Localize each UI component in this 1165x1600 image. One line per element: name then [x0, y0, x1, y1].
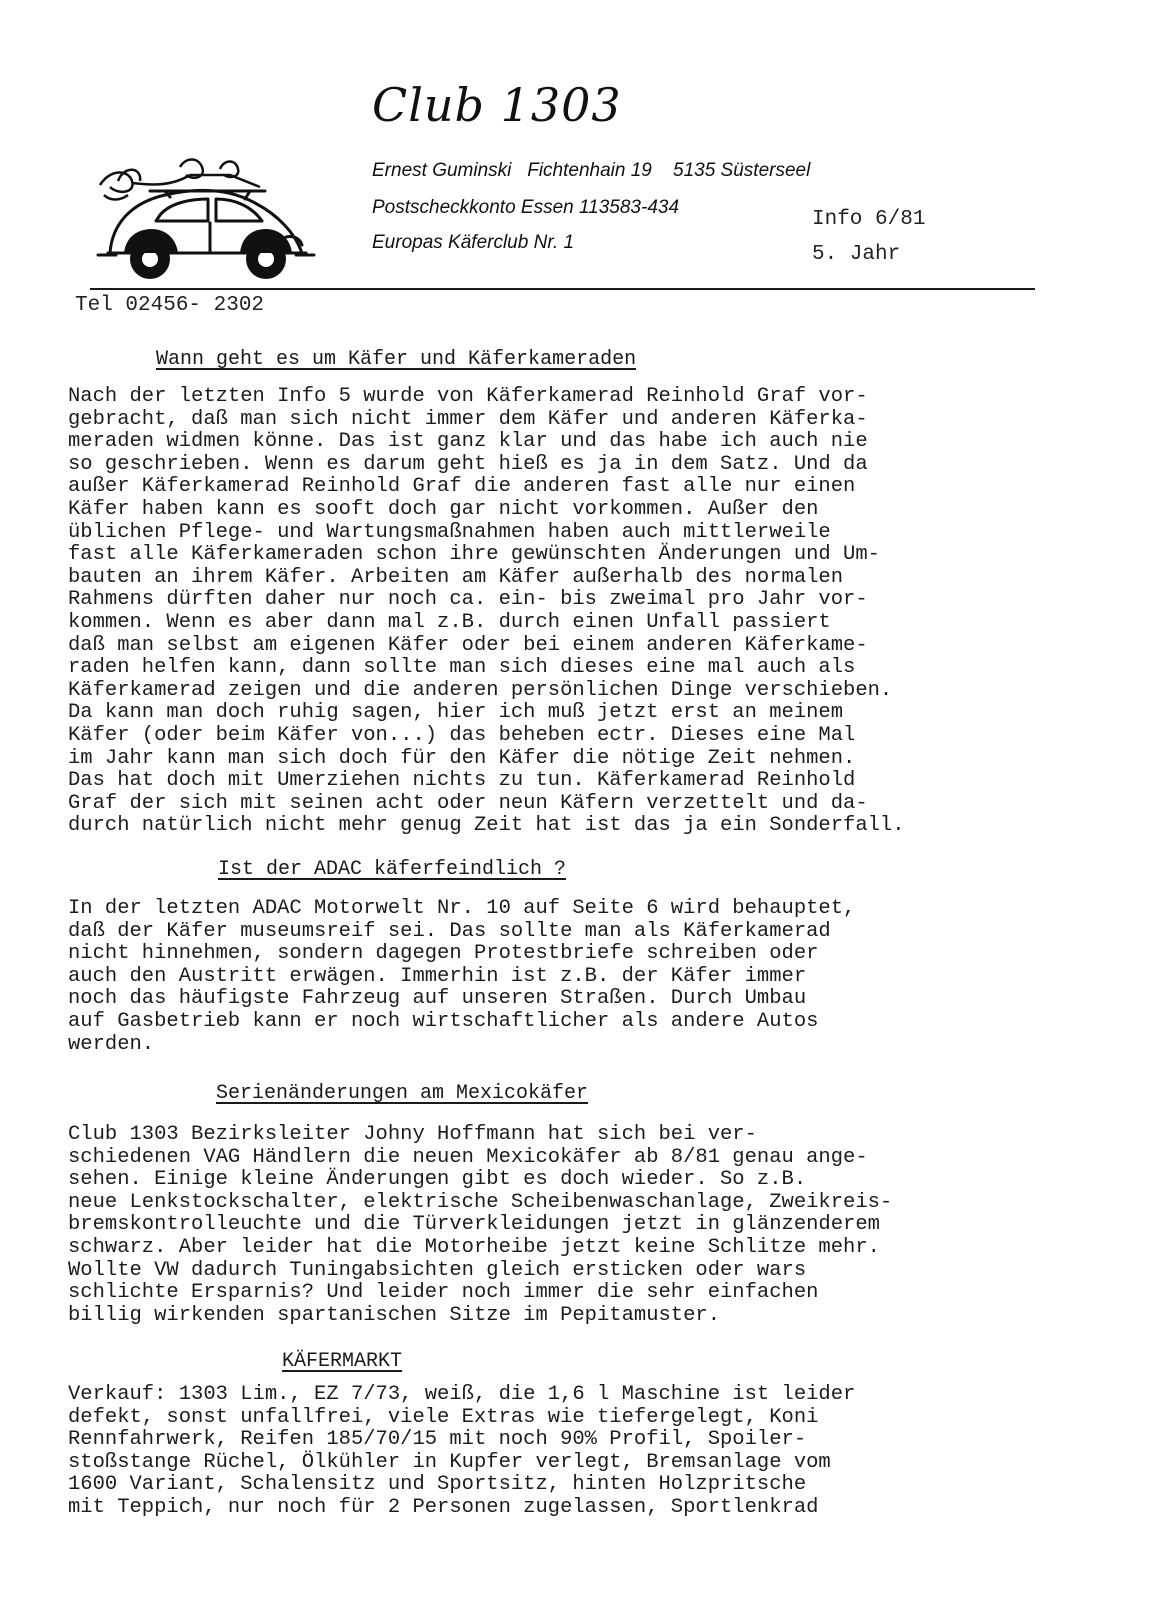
text-line: Rahmens dürften daher nur noch ca. ein- bis zweimal pro Jahr vor-	[68, 588, 868, 612]
text-line: meraden widmen könne. Das ist ganz klar und das habe ich auch nie	[68, 430, 868, 454]
text-line: auf Gasbetrieb kann er noch wirtschaftlicher als andere Autos	[68, 1009, 819, 1033]
text-line: noch das häufigste Fahrzeug auf unseren Straßen. Durch Umbau	[68, 987, 807, 1011]
section-heading: Serienänderungen am Mexicokäfer	[216, 1082, 589, 1105]
text-line: Käfer haben kann es sooft doch gar nicht vorkommen. Außer den	[68, 497, 819, 521]
text-line: sehen. Einige kleine Änderungen gibt es doch wieder. So z.B.	[68, 1168, 807, 1192]
phone-number: Tel 02456- 2302	[75, 294, 265, 317]
text-line: Nach der letzten Info 5 wurde von Käferkamerad Reinhold Graf vor-	[68, 385, 868, 408]
text-line: im Jahr kann man sich doch für den Käfer die nötige Zeit nehmen.	[68, 746, 856, 770]
section-body	[68, 898, 998, 1056]
address-name: Ernest Guminski	[372, 160, 512, 181]
text-line: Käfer (oder beim Käfer von...) das beheben ectr. Dieses eine Mal	[68, 723, 856, 747]
text-line: schlichte Ersparnis? Und leider noch immer die sehr einfachen	[68, 1281, 819, 1305]
section-heading: KÄFERMARKT	[282, 1350, 403, 1373]
text-line: werden.	[68, 1032, 155, 1056]
text-line: Verkauf: 1303 Lim., EZ 7/73, weiß, die 1,6 l Maschine ist leider	[68, 1383, 856, 1406]
text-line: kommen. Wenn es aber dann mal z.B. durch einen Unfall passiert	[68, 610, 831, 634]
text-line: schiedenen VAG Händlern die neuen Mexicokäfer ab 8/81 genau ange-	[68, 1145, 868, 1169]
text-line: auch den Austritt erwägen. Immerhin ist z.B. der Käfer immer	[68, 964, 807, 988]
beetle-car-with-flower-icon	[90, 155, 320, 283]
text-line: neue Lenkstockschalter, elektrische Scheibenwaschanlage, Zweikreis-	[68, 1190, 893, 1214]
year-label: 5. Jahr	[812, 243, 901, 266]
text-line: billig wirkenden spartanischen Sitze im Pepitamuster.	[68, 1303, 721, 1327]
text-line: Club 1303 Bezirksleiter Johny Hoffmann hat sich bei ver-	[68, 1123, 757, 1146]
text-line: schwarz. Aber leider hat die Motorheibe jetzt keine Schlitze mehr.	[68, 1235, 880, 1259]
text-line: bauten an ihrem Käfer. Arbeiten am Käfer außerhalb des normalen	[68, 565, 844, 589]
section-body	[68, 1124, 998, 1327]
text-line: durch natürlich nicht mehr genug Zeit hat ist das ja ein Sonderfall.	[68, 814, 905, 838]
text-line: nicht hinnehmen, sondern dagegen Protestbriefe schreiben oder	[68, 942, 819, 966]
text-line: Käferkamerad zeigen und die anderen persönlichen Dinge verschieben.	[68, 678, 893, 702]
text-line: 1600 Variant, Schalensitz und Sportsitz, hinten Holzpritsche	[68, 1473, 807, 1497]
text-line: Das hat doch mit Umerziehen nichts zu tun. Käferkamerad Reinhold	[68, 769, 856, 793]
text-line: mit Teppich, nur noch für 2 Personen zugelassen, Sportlenkrad	[68, 1495, 819, 1519]
text-line: raden helfen kann, dann sollte man sich dieses eine mal auch als	[68, 656, 856, 680]
text-line: fast alle Käferkameraden schon ihre gewünschten Änderungen und Um-	[68, 543, 880, 567]
section-heading: Wann geht es um Käfer und Käferkameraden	[156, 348, 637, 371]
club-title: Club 1303	[372, 78, 622, 132]
text-line: Graf der sich mit seinen acht oder neun Käfern verzettelt und da-	[68, 791, 868, 815]
text-line: Wollte VW dadurch Tuningabsichten gleich ersticken oder wars	[68, 1258, 807, 1282]
header-divider	[90, 288, 1035, 290]
tagline: Europas Käferclub Nr. 1	[372, 232, 575, 253]
address-city: 5135 Süsterseel	[673, 160, 811, 181]
text-line: daß man selbst am eigenen Käfer oder bei einem anderen Käferkame-	[68, 633, 868, 657]
section-heading: Ist der ADAC käferfeindlich ?	[218, 858, 567, 881]
text-line: üblichen Pflege- und Wartungsmaßnahmen haben auch mittlerweile	[68, 520, 831, 544]
text-line: defekt, sonst unfallfrei, viele Extras wie tiefergelegt, Koni	[68, 1405, 819, 1429]
info-number: Info 6/81	[812, 208, 926, 231]
text-line: Rennfahrwerk, Reifen 185/70/15 mit noch 90% Profil, Spoiler-	[68, 1428, 807, 1452]
address-line	[372, 160, 810, 182]
text-line: so geschrieben. Wenn es darum geht hieß es ja in dem Satz. Und da	[68, 452, 868, 476]
account-line: Postscheckkonto Essen 113583-434	[372, 197, 680, 218]
text-line: daß der Käfer museumsreif sei. Das sollte man als Käferkamerad	[68, 919, 831, 943]
text-line: außer Käferkamerad Reinhold Graf die anderen fast alle nur einen	[68, 475, 856, 499]
text-line: stoßstange Rüchel, Ölkühler in Kupfer verlegt, Bremsanlage vom	[68, 1450, 831, 1474]
address-street: Fichtenhain 19	[527, 160, 652, 181]
text-line: gebracht, daß man sich nicht immer dem Käfer und anderen Käferka-	[68, 407, 868, 431]
section-body	[68, 386, 998, 838]
text-line: In der letzten ADAC Motorwelt Nr. 10 auf Seite 6 wird behauptet,	[68, 897, 856, 920]
text-line: bremskontrolleuchte und die Türverkleidungen jetzt in glänzenderem	[68, 1213, 880, 1237]
text-line: Da kann man doch ruhig sagen, hier ich muß jetzt erst an meinem	[68, 701, 844, 725]
section-body	[68, 1384, 998, 1520]
